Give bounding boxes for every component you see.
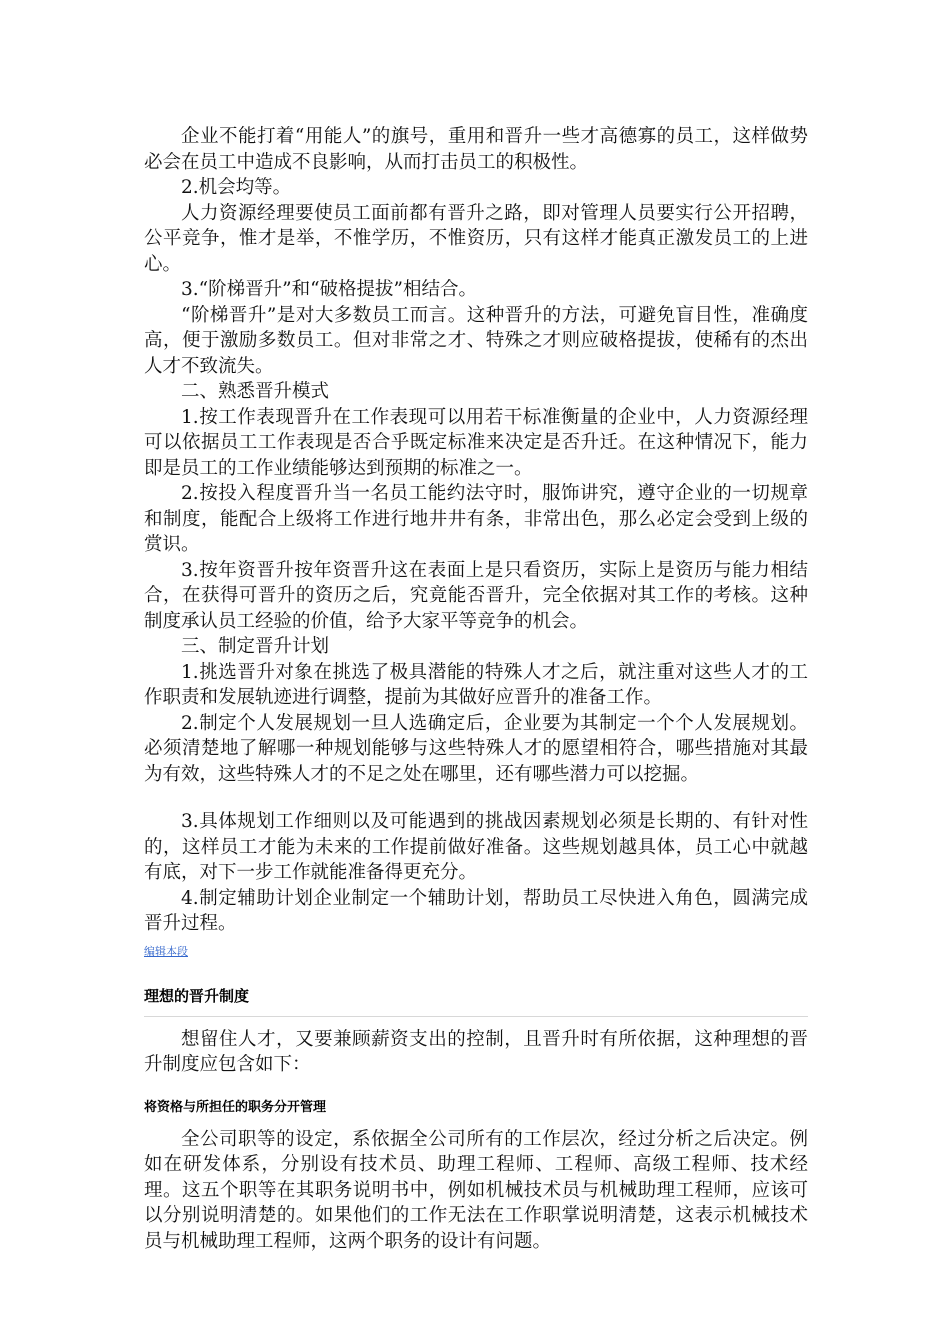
- paragraph: 人力资源经理要使员工面前都有晋升之路，即对管理人员要实行公开招聘，公平竞争，惟才是举，不惟学历，不惟资历，只有这样才能真正激发员工的上进心。: [144, 202, 808, 275]
- section-heading-2: 二、熟悉晋升模式: [181, 381, 330, 402]
- section-title: 理想的晋升制度: [144, 985, 808, 1017]
- section-heading-3: 三、制定晋升计划: [181, 636, 330, 657]
- paragraph: 2.机会均等。: [181, 177, 292, 198]
- paragraph: 2.按投入程度晋升当一名员工能约法守时，服饰讲究，遵守企业的一切规章和制度，能配合上级将工作进行地井井有条，非常出色，那么必定会受到上级的赏识。: [144, 483, 808, 555]
- paragraph: 企业不能打着“用能人”的旗号，重用和晋升一些才高德寡的员工，这样做势必会在员工中造成不良影响，从而打击员工的积极性。: [144, 126, 808, 173]
- edit-section-link[interactable]: 编辑本段: [144, 944, 188, 958]
- paragraph: 3.按年资晋升按年资晋升这在表面上是只看资历，实际上是资历与能力相结合，在获得可晋升的资历之后，究竟能否晋升，完全依据对其工作的考核。这种制度承认员工经验的价值，给予大家平等竞争的机会。: [144, 559, 808, 632]
- paragraph: “阶梯晋升”是对大多数员工而言。这种晋升的方法，可避免盲目性，准确度高，便于激励多数员工。但对非常之才、特殊之才则应破格提拔，使稀有的杰出人才不致流失。: [144, 304, 808, 377]
- subsection-body: 全公司职等的设定，系依据全公司所有的工作层次，经过分析之后决定。例如在研发体系，分别设有技术员、助理工程师、工程师、高级工程师、技术经理。这五个职等在其职务说明书中，例如机械技术员与机械助理工程师，应该可以分别说明清楚的。如果他们的工作无法在工作职掌说明清楚，这表示机械技术员与机械助理工程师，这两个职务的设计有问题。: [144, 1128, 808, 1252]
- paragraph: 3.“阶梯晋升”和“破格提拔”相结合。: [181, 279, 477, 300]
- paragraph: 4.制定辅助计划企业制定一个辅助计划，帮助员工尽快进入角色，圆满完成晋升过程。: [144, 887, 808, 934]
- paragraph: 1.挑选晋升对象在挑选了极具潜能的特殊人才之后，就注重对这些人才的工作职责和发展轨迹进行调整，提前为其做好应晋升的准备工作。: [144, 661, 808, 708]
- blank-line: [144, 787, 808, 809]
- section-intro: 想留住人才，又要兼顾薪资支出的控制，且晋升时有所依据，这种理想的晋升制度应包含如下：: [144, 1028, 808, 1075]
- paragraph: 1.按工作表现晋升在工作表现可以用若干标准衡量的企业中，人力资源经理可以依据员工工作表现是否合乎既定标准来决定是否升迁。在这种情况下，能力即是员工的工作业绩能够达到预期的标准之一。: [144, 406, 808, 479]
- paragraph: 2.制定个人发展规划一旦人选确定后，企业要为其制定一个个人发展规划。必须清楚地了解哪一种规划能够与这些特殊人才的愿望相符合，哪些措施对其最为有效，这些特殊人才的不足之处在哪里，还有哪些潜力可以挖掘。: [144, 712, 808, 785]
- subsection-title: 将资格与所担任的职务分开管理: [144, 1099, 327, 1115]
- paragraph: 3.具体规划工作细则以及可能遇到的挑战因素规划必须是长期的、有针对性的，这样员工才能为未来的工作提前做好准备。这些规划越具体，员工心中就越有底，对下一步工作就能准备得更充分。: [144, 811, 808, 883]
- article-body: [144, 124, 808, 1254]
